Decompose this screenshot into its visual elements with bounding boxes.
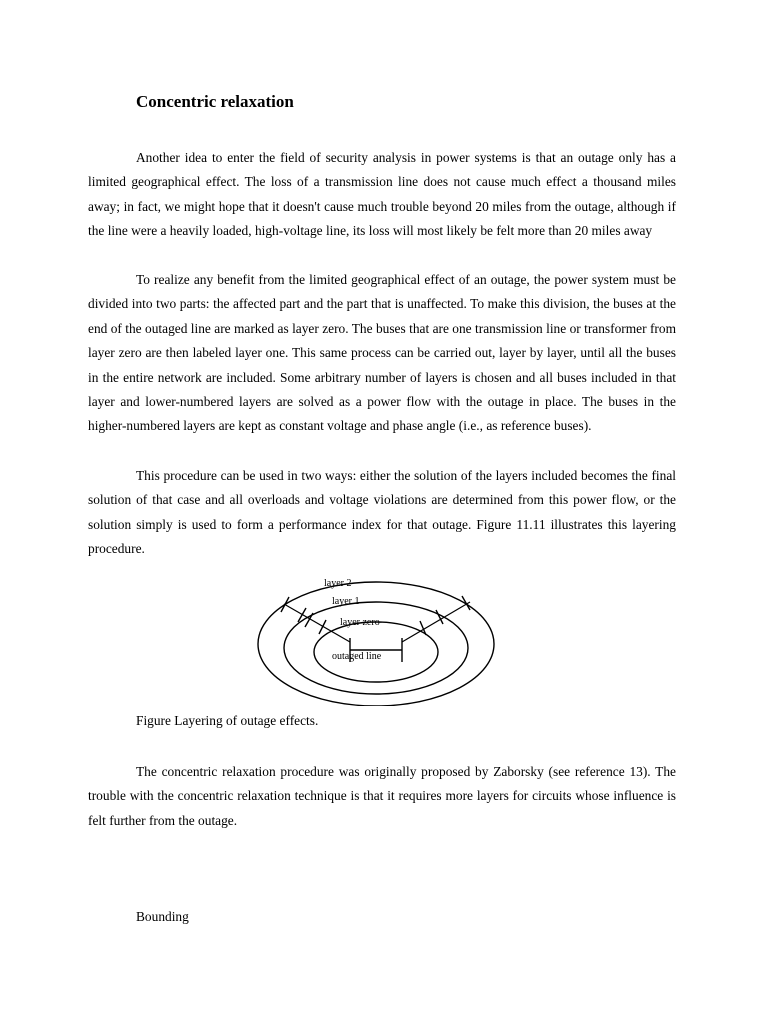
- right-branch: [402, 602, 470, 642]
- figure-caption: Figure Layering of outage effects.: [136, 713, 319, 728]
- layering-diagram: [248, 572, 504, 706]
- paragraph-1: Another idea to enter the field of security analysis in power systems is that an outage only has a limited geographical effect. The loss of a transmission line does not cause much effect a thousand miles away; in fact, we might hope that it doesn't cause much trouble beyond 20 miles from the outage, although if the line were a heavily loaded, high-voltage line, its loss will most likely be felt more than 20 miles away: [88, 150, 676, 239]
- left-bus-tick-outer: [281, 597, 289, 612]
- layer-2-ring: [258, 582, 494, 706]
- label-layer-zero: layer zero: [340, 617, 380, 628]
- layering-figure: [248, 572, 504, 706]
- section-title: Concentric relaxation: [136, 92, 294, 111]
- paragraph-3: This procedure can be used in two ways: either the solution of the layers included becomes the final solution of that case and all overloads and voltage violations are determined from this power flow, or the solution simply is used to form a performance index for that outage. Figure 11.11 illustrates this layering procedure.: [88, 468, 676, 557]
- label-layer-2: layer 2: [324, 578, 352, 589]
- label-outaged-line: outaged line: [332, 651, 382, 662]
- label-layer-1: layer 1: [332, 596, 360, 607]
- paragraph-4: The concentric relaxation procedure was originally proposed by Zaborsky (see reference 13). The trouble with the concentric relaxation technique is that it requires more layers for circuits whose influence is felt further from the outage.: [88, 764, 676, 828]
- next-section-heading: Bounding: [136, 909, 189, 924]
- paragraph-2: To realize any benefit from the limited geographical effect of an outage, the power system must be divided into two parts: the affected part and the part that is unaffected. To make this division, the buses at the end of the outaged line are marked as layer zero. The buses that are one transmission line or transformer from layer zero are then labeled layer one. This same process can be carried out, layer by layer, until all the buses in the entire network are included. Some arbitrary number of layers is chosen and all buses included in that layer and lower-numbered layers are solved as a power flow with the outage in place. The buses in the higher-numbered layers are kept as constant voltage and phase angle (i.e., as reference buses).: [88, 272, 676, 434]
